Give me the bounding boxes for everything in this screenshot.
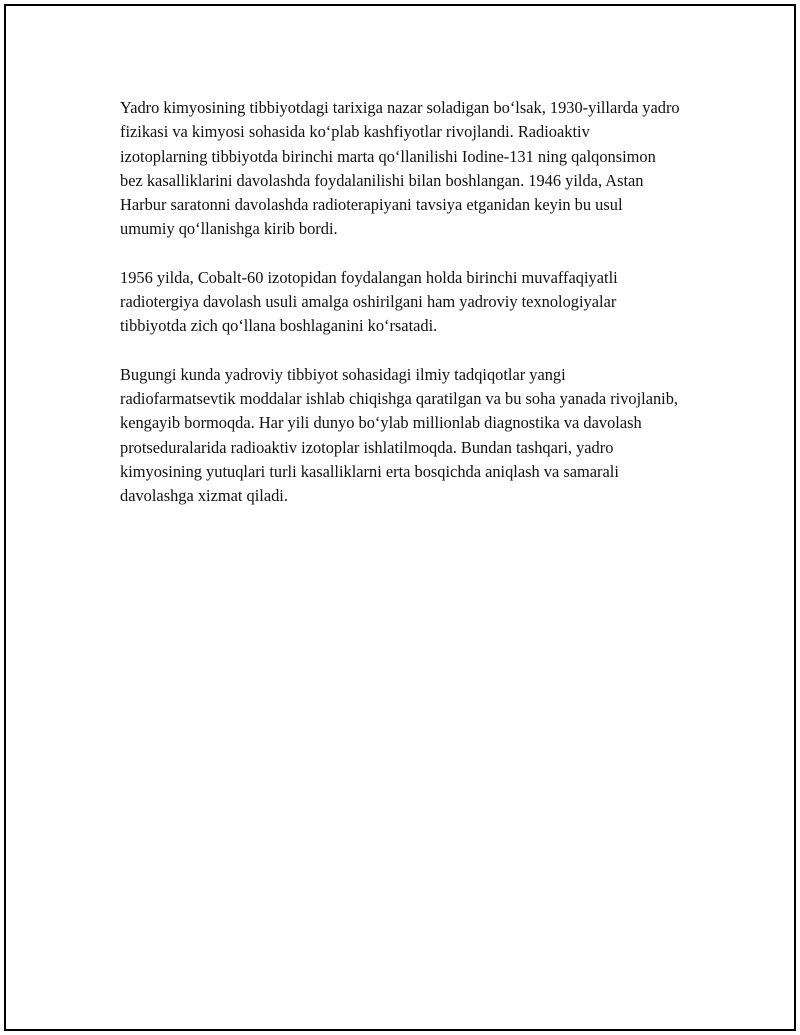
document-body bbox=[120, 96, 680, 532]
paragraph-1: Yadro kimyosining tibbiyotdagi tarixiga nazar soladigan bo‘lsak, 1930-yillarda yadro fizikasi va kimyosi sohasida ko‘plab kashfiyotlar rivojlandi. Radioaktiv izotoplarning tibbiyotda birinchi marta qo‘llanilishi Iodine-131 ning qalqonsimon bez kasalliklarini davolashda foydalanilishi bilan boshlangan. 1946 yilda, Astan Harbur saratonni davolashda radioterapiyani tavsiya etganidan keyin bu usul umumiy qo‘llanishga kirib bordi. bbox=[120, 98, 680, 239]
paragraph-2: 1956 yilda, Cobalt-60 izotopidan foydalangan holda birinchi muvaffaqiyatli radiotergiya davolash usuli amalga oshirilgani ham yadroviy texnologiyalar tibbiyotda zich qo‘llana boshlaganini ko‘rsatadi. bbox=[120, 267, 618, 336]
paragraph-3: Bugungi kunda yadroviy tibbiyot sohasidagi ilmiy tadqiqotlar yangi radiofarmatsevtik moddalar ishlab chiqishga qaratilgan va bu soha yanada rivojlanib, kengayib bormoqda. Har yili dunyo bo‘ylab millionlab diagnostika va davolash protseduralarida radioaktiv izotoplar ishlatilmoqda. Bundan tashqari, yadro kimyosining yutuqlari turli kasalliklarni erta bosqichda aniqlash va samarali davolashga xizmat qiladi. bbox=[120, 364, 679, 506]
document-page bbox=[4, 4, 796, 1031]
